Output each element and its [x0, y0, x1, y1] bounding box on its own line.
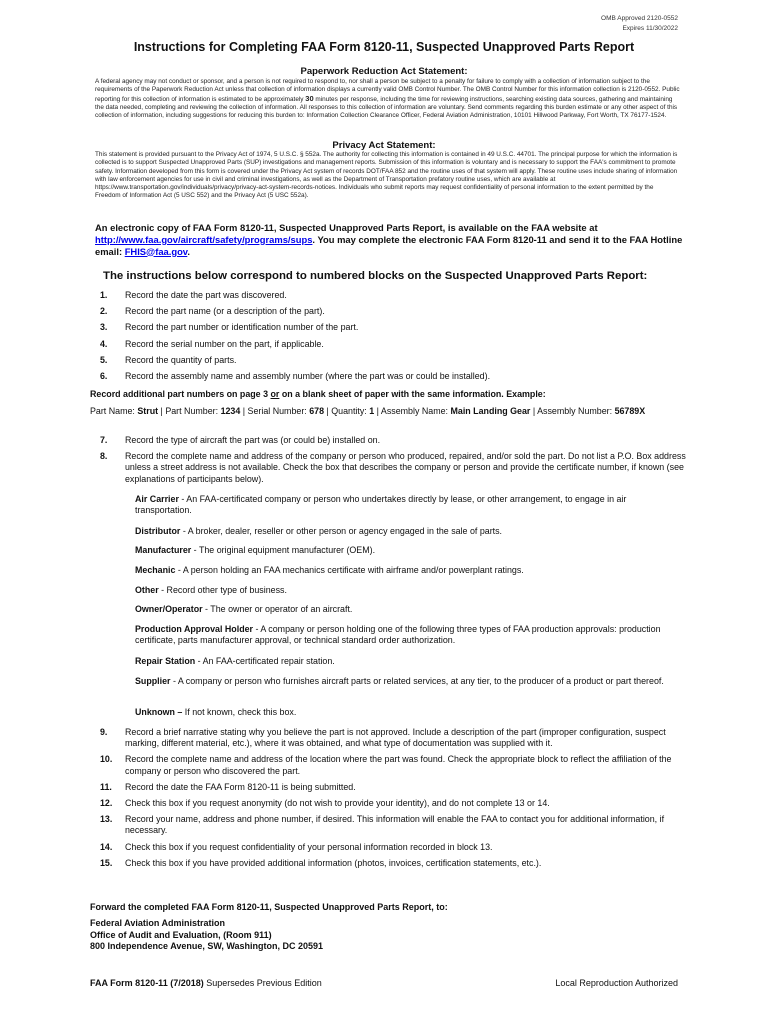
electronic-copy-notice — [95, 222, 685, 257]
item-number: 8. — [100, 451, 108, 462]
form-footer — [90, 978, 322, 988]
item-number: 4. — [100, 338, 108, 349]
list-item — [100, 355, 690, 366]
list-item — [100, 339, 690, 350]
item-text: Record your name, address and phone number, if desired. This information will enable the FAA to contact you for additional information, if necessary. — [125, 814, 665, 836]
example-value: 1234 — [220, 406, 241, 416]
item-text: Record a brief narrative stating why you believe the part is not approved. Include a description of the part (improper configuration, suspect marking, different material, etc.), where it was obtained, and what type of documentation was supplied with it. — [125, 727, 666, 749]
category-other — [135, 585, 685, 596]
item-number: 1. — [100, 290, 108, 300]
privacy-heading: Privacy Act Statement: — [332, 140, 436, 151]
item-number: 10. — [100, 754, 113, 765]
address-line: Federal Aviation Administration — [90, 918, 226, 928]
page-title: Instructions for Completing FAA Form 8120-11, Suspected Unapproved Parts Report — [133, 40, 635, 54]
category-term: Other — [135, 585, 159, 595]
address-line: 800 Independence Avenue, SW, Washington, DC 20591 — [90, 941, 324, 952]
item-text: Record the type of aircraft the part was (or could be) installed on. — [125, 435, 381, 445]
address-line: Office of Audit and Evaluation, (Room 911) — [90, 929, 272, 940]
list-item — [100, 290, 690, 301]
category-desc: - A broker, dealer, reseller or other person or agency engaged in the sale of parts. — [180, 526, 503, 536]
paperwork-minutes: 30 — [305, 93, 314, 103]
item-number: 6. — [100, 371, 108, 382]
category-term: Distributor — [135, 526, 181, 536]
paperwork-text — [95, 78, 680, 120]
item-number: 3. — [100, 322, 108, 333]
paperwork-heading: Paperwork Reduction Act Statement: — [300, 66, 468, 77]
list-item — [100, 782, 690, 793]
category-unknown — [135, 707, 685, 718]
mailing-address — [90, 918, 323, 953]
example-label: | Assembly Name: — [374, 406, 451, 416]
category-term: Production Approval Holder — [135, 624, 254, 634]
electronic-text-b: . You may complete the electronic FAA Form 8120-11 and send it to the FAA Hotline email: — [95, 233, 683, 257]
category-desc: - The owner or operator of an aircraft. — [202, 604, 353, 614]
example-value: 1 — [369, 406, 375, 416]
list-item — [100, 435, 690, 446]
item-number: 15. — [100, 857, 113, 868]
category-term: Owner/Operator — [135, 604, 203, 614]
instruction-list-a — [100, 290, 690, 387]
list-item — [100, 371, 690, 382]
list-item — [100, 858, 690, 869]
category-manufacturer — [135, 545, 685, 556]
item-number: 7. — [100, 435, 108, 445]
category-mechanic — [135, 565, 685, 576]
form-number: FAA Form 8120-11 (7/2018) — [90, 978, 204, 988]
item-number: 12. — [100, 798, 113, 809]
category-term: Manufacturer — [135, 545, 192, 555]
item-number: 13. — [100, 814, 113, 825]
example-value: 56789X — [614, 406, 646, 416]
item-text: Record the quantity of parts. — [125, 354, 237, 365]
list-item — [100, 814, 690, 836]
example-value: 678 — [309, 406, 325, 416]
instruction-list-b — [100, 435, 690, 490]
category-desc: - Record other type of business. — [158, 585, 287, 595]
category-supplier — [135, 676, 685, 687]
reproduction-note: Local Reproduction Authorized — [555, 978, 678, 988]
omb-expires: Expires 11/30/2022 — [622, 25, 678, 32]
item-text: Record the complete name and address of the location where the part was found. Check the appropriate block to reflect the affiliation of the company or person who discovered the part. — [125, 754, 672, 776]
item-text: Check this box if you request confidentiality of your personal information recorded in block 13. — [125, 841, 493, 852]
item-number: 9. — [100, 727, 108, 737]
example-label: | Part Number: — [158, 406, 221, 416]
item-number: 14. — [100, 841, 113, 852]
item-text: Record the assembly name and assembly number (where the part was or could be installed). — [125, 371, 491, 382]
omb-block — [601, 14, 678, 34]
example-label: | Quantity: — [324, 406, 370, 416]
item-text: Check this box if you have provided additional information (photos, invoices, certification statements, etc.). — [125, 857, 542, 868]
instruction-list-c — [100, 727, 690, 874]
list-item — [100, 754, 690, 776]
supersedes-note: Supersedes Previous Edition — [203, 978, 322, 988]
category-term: Unknown – — [135, 707, 183, 717]
electronic-text-a: An electronic copy of FAA Form 8120-11, Suspected Unapproved Parts Report, is available on the FAA website at — [95, 222, 598, 233]
category-term: Air Carrier — [135, 494, 179, 504]
additional-or: or — [270, 389, 280, 399]
item-number: 5. — [100, 354, 108, 365]
item-text: Record the serial number on the part, if applicable. — [125, 338, 324, 349]
example-label: Part Name: — [90, 406, 138, 416]
list-item — [100, 451, 690, 485]
category-air-carrier — [135, 494, 685, 516]
category-term: Mechanic — [135, 565, 176, 575]
list-item — [100, 727, 690, 749]
item-text: Record the part name (or a description of the part). — [125, 306, 325, 317]
list-item — [100, 842, 690, 853]
category-desc: - An FAA-certificated company or person who undertakes directly by lease, or other arrangement, to engage in air transportation. — [135, 494, 627, 516]
forward-instruction: Forward the completed FAA Form 8120-11, Suspected Unapproved Parts Report, to: — [90, 902, 448, 912]
example-label: | Assembly Number: — [530, 406, 615, 416]
instructions-heading: The instructions below correspond to numbered blocks on the Suspected Unapproved Parts Report: — [103, 270, 648, 282]
additional-text-b: on a blank sheet of paper with the same information. Example: — [279, 389, 546, 399]
category-production-approval-holder — [135, 624, 685, 646]
category-term: Repair Station — [135, 656, 196, 666]
item-text: Record the complete name and address of the company or person who produced, repaired, and/or sold the part. Do not list a P.O. Box address unless a street address is not available. Check the box that describes the company or person and provide the certificate number, if known (see explanations of participants below). — [125, 451, 686, 484]
example-label: | Serial Number: — [240, 406, 310, 416]
list-item — [100, 798, 690, 809]
category-desc: - A person holding an FAA mechanics certificate with airframe and/or powerplant ratings. — [175, 565, 524, 575]
paperwork-text-part-b: minutes per response, including the time for reviewing instructions, searching existing data sources, gathering and maintaining the data needed, completing and reviewing the collection of information. All responses to this collection of information are voluntary. Send comments regarding this burden estimate or any other aspect of this collection of information, including suggestions for reducing this burden to: Information Collection Clearance Officer, Federal Aviation Administration, 10101 Hillwood Parkway, Fort Worth, TX 76177-1524. — [95, 95, 678, 120]
sups-website-link[interactable]: http://www.faa.gov/aircraft/safety/programs/sups — [95, 233, 313, 245]
item-text: Record the date the part was discovered. — [125, 290, 287, 300]
part-example — [90, 406, 688, 417]
hotline-email-link[interactable]: FHIS@faa.gov — [124, 245, 188, 257]
category-owner-operator — [135, 604, 685, 615]
electronic-text-c: . — [187, 245, 190, 257]
omb-approved: OMB Approved 2120-0552 — [601, 15, 678, 22]
category-desc: If not known, check this box. — [182, 707, 297, 717]
item-number: 11. — [100, 781, 112, 792]
example-value: Strut — [137, 406, 159, 416]
item-number: 2. — [100, 306, 108, 317]
category-term: Supplier — [135, 676, 171, 686]
list-item — [100, 306, 690, 317]
item-text: Check this box if you request anonymity (do not wish to provide your identity), and do not complete 13 or 14. — [125, 798, 550, 809]
example-value: Main Landing Gear — [450, 406, 531, 416]
item-text: Record the part number or identification number of the part. — [125, 322, 359, 333]
list-item — [100, 322, 690, 333]
category-desc: - The original equipment manufacturer (OEM). — [191, 545, 376, 555]
additional-parts-note — [90, 389, 688, 400]
paperwork-text-part-a: A federal agency may not conduct or sponsor, and a person is not required to respond to, nor shall a person be subject to a penalty for failure to comply with a collection of information subject to the requirements of the Paperwork Reduction Act unless that collection of information displays a currently valid OMB Control Number. The OMB Control Number for this information collection is 2120-0552. Public reporting for this collection of information is estimated to be approximately — [95, 78, 680, 103]
item-text: Record the date the FAA Form 8120-11 is being submitted. — [125, 781, 356, 792]
privacy-text: This statement is provided pursuant to the Privacy Act of 1974, 5 U.S.C. § 552a. The authority for collecting this information is contained in 49 U.S.C. 44701. The principal purpose for which the information is collected is to support Suspected Unapproved Parts (SUP) investigations and management reports. Submission of this information is voluntary and is necessary to support the FAA's commitment to promote safety. Information developed from this form is covered under the Privacy Act system of records DOT/FAA 852 and the routine uses of that system will apply. These routine uses include sharing of information with law enforcement agencies for use in civil and criminal investigations, as well as the Department of Transportation prefatory routine uses, which are available at https://www.transportation.gov/individuals/privacy/privacy-act-system-records-notices. Individuals who submit reports may request confidentiality of personal information to the extent permitted by the Freedom of Information Act (5 USC 552) and the Privacy Act (5 USC 552a). — [95, 151, 678, 200]
category-repair-station — [135, 656, 685, 667]
category-desc: - A company or person who furnishes aircraft parts or related services, at any tier, to the producer of a product or part thereof. — [170, 676, 664, 686]
category-desc: - A company or person holding one of the following three types of FAA production approvals: production certificate, parts manufacturer approval, or technical standard order authorization. — [135, 624, 661, 646]
additional-text-a: Record additional part numbers on page 3 — [90, 389, 271, 399]
category-desc: - An FAA-certificated repair station. — [195, 656, 335, 666]
category-distributor — [135, 526, 685, 537]
